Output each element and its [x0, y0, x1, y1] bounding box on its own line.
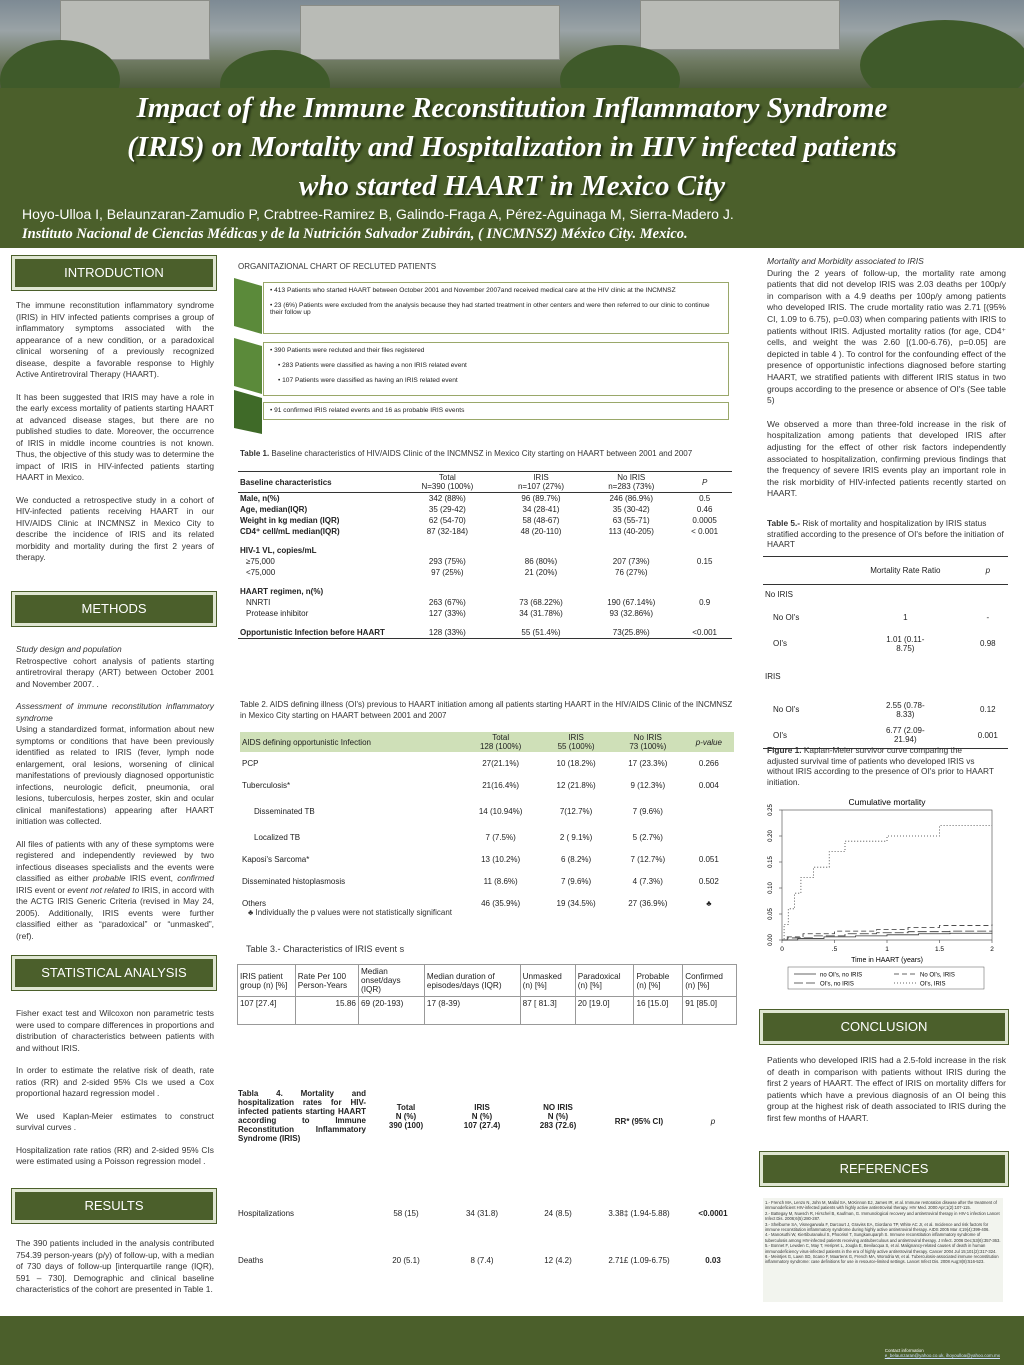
table1-cell: 34 (31.78%) [519, 609, 563, 618]
x-tick-label: 1 [885, 946, 889, 953]
table3-header: Median duration of episodes/days (IQR) [424, 965, 520, 997]
table1-cell: 0.15 [696, 557, 713, 566]
table2 [240, 732, 734, 914]
table4-cell: <0.0001 [698, 1209, 728, 1218]
org-chart-item: • 283 Patients were classified as having a non IRIS related event [278, 362, 467, 369]
org-chart-arrows [234, 278, 264, 438]
table2-cell: Others [242, 898, 267, 908]
legend-label: no OI's, no IRIS [820, 972, 863, 979]
table1-cell: 62 (54-70) [428, 516, 466, 525]
table1-cell: 96 (89.7%) [521, 494, 561, 503]
table5-cell: No OI's [773, 613, 800, 622]
table2-header: AIDS defining opportunistic Infection [242, 737, 371, 747]
table5-cell: - [986, 613, 990, 622]
table5-cell: OI's [773, 639, 787, 648]
table2-cell: 2 ( 9.1%) [559, 832, 593, 842]
table1-header: Baseline characteristics [240, 477, 332, 487]
table1-cell: 293 (75%) [428, 557, 466, 566]
table1-cell: 73 (68.22%) [519, 598, 563, 607]
table1-cell: 97 (25%) [431, 568, 464, 577]
arrow-shape [234, 338, 262, 394]
table1 [238, 471, 732, 639]
table1-row [238, 608, 732, 619]
table2-row [240, 848, 734, 870]
table3-caption: Table 3.- Characteristics of IRIS event s [246, 944, 405, 954]
table1-cell: 128 (33%) [428, 628, 466, 637]
table2-cell: 9 (12.3%) [630, 780, 666, 790]
table4-cell: 2.71£ (1.09-6.75) [608, 1256, 670, 1265]
table4-cell: 8 (7.4) [470, 1256, 494, 1265]
y-tick-label: 0.15 [768, 856, 774, 868]
legend-label: OI's, no IRIS [820, 981, 854, 988]
table2-row [240, 870, 734, 892]
table4-cell: 3.38‡ (1.94-5.88) [608, 1209, 670, 1218]
intro-paragraph: The immune reconstitution inflammatory syndrome (IRIS) in HIV infected patients comprises a group of inflammatory symptoms associated with the appearance of a new condition, or a paradoxical clinical worsening of a previously recognized disease, despite a favorable response to Highly Active Antiretroviral Therapy (HAART). [16, 300, 214, 379]
table1-cell: 86 (80%) [524, 557, 558, 566]
table4-header: NO IRIS N (%) 283 (72.6) [539, 1102, 577, 1130]
methods-heading: METHODS [12, 592, 216, 626]
table1-row [238, 526, 732, 537]
table2-cell: 27(21.1%) [482, 758, 520, 768]
table1-cell: HAART regimen, n(%) [240, 587, 324, 596]
table2-cell: 5 (2.7%) [632, 832, 663, 842]
table5-cell [843, 585, 968, 605]
table3 [237, 964, 737, 1025]
introduction-text [16, 300, 214, 575]
table3-header: Paradoxical (n) [%] [575, 965, 634, 997]
institute: Instituto Nacional de Ciencias Médicas y de la Nutrición Salvador Zubirán, ( INCMNSZ) México City. Mexico. [22, 226, 688, 242]
table5-cell: 1.01 (0.11- 8.75) [886, 634, 925, 653]
table3-header: IRIS patient group (n) [%] [238, 965, 296, 997]
table2-cell: 13 (10.2%) [481, 854, 521, 864]
table2-cell: 12 (21.8%) [556, 780, 596, 790]
statistical-text [16, 1008, 214, 1179]
org-chart-box [263, 402, 729, 420]
table1-cell [677, 567, 732, 578]
series-line [782, 826, 992, 940]
table2-cell: 27 (36.9%) [628, 898, 668, 908]
introduction-heading: INTRODUCTION [12, 256, 216, 290]
table2-cell: 7 (12.7%) [630, 854, 666, 864]
table5-cell: OI's [773, 730, 787, 740]
mortality-text [767, 256, 1006, 500]
table2-cell: 0.051 [698, 854, 719, 864]
methods-paragraph: All files of patients with any of these symptoms were registered and independently reviewed by two infectious diseases specialists and the events were classified as either probable IRIS event, confirmed IRIS event or event not related to IRIS, in accord with the ACTG IRIS Generic Criteria (revised in May 24, 2005). Additionally, IRIS events were further classified either as “paradoxical” or “unmasked”, (ref). [16, 838, 214, 941]
table1-cell: 87 (32-184) [426, 527, 469, 536]
table1-cell: 0.46 [696, 505, 713, 514]
x-tick-label: 0 [780, 946, 784, 953]
table2-row [240, 796, 734, 826]
table1-cell: 190 (67.14%) [607, 598, 656, 607]
building-shape [640, 0, 840, 50]
table4-header: Total N (%) 390 (100) [388, 1102, 424, 1130]
table2-cell: Tuberculosis* [242, 780, 291, 790]
statistical-paragraph: In order to estimate the relative risk of death, rate ratios (RR) and 2-sided 95% CIs we used a Cox proportional hazard regression model . [16, 1065, 214, 1098]
table1-cell: 48 (20-110) [520, 527, 562, 536]
table5-cell [968, 585, 1008, 605]
reference-item: 5.- Bonnet F, Lewden C, May T, Heripret L, Jougla E, Bevilacqua S, et al. Malignancy-related causes of death in human immunodeficiency virus-infected patients in the era of highly active antiretroviral therapy. Cancer 2004 Jul 15;101(2):317-324. [765, 1243, 997, 1254]
table2-cell: 7 (9.6%) [632, 806, 663, 816]
table4-header: p [710, 1117, 716, 1126]
table2-cell: Kaposi's Sarcoma* [242, 854, 310, 864]
table2-cell: Disseminated TB [254, 806, 315, 816]
table2-header: IRIS 55 (100%) [557, 733, 595, 751]
table1-row [238, 493, 732, 505]
legend-label: No OI's, IRIS [920, 972, 955, 979]
table5-header: Mortality Rate Ratio [870, 566, 941, 575]
table2-cell: 0.502 [698, 876, 719, 886]
table1-cell [497, 545, 586, 556]
table1-row [238, 586, 732, 597]
table2-row [240, 752, 734, 774]
figure1-caption: Figure 1. Kaplan-Meier survivor curve comparing the adjusted survival time of patients who developed IRIS vs without IRIS according to the presence of OI's prior to HAART initiation. [767, 745, 994, 787]
table1-cell: 58 (48-67) [522, 516, 560, 525]
table2-cell: 14 (10.94%) [478, 806, 523, 816]
table1-cell: 63 (55-71) [612, 516, 650, 525]
table1-cell [398, 545, 497, 556]
table5-cell: 0.001 [977, 730, 998, 740]
table1-cell [677, 586, 732, 597]
org-chart-box [263, 282, 729, 334]
table2-cell: 11 (8.6%) [483, 876, 518, 886]
table5-row [763, 697, 1008, 723]
table1-cell [585, 586, 677, 597]
table2-header: No IRIS 73 (100%) [629, 733, 667, 751]
table2-cell: 10 (18.2%) [556, 758, 596, 768]
tree-shape [560, 45, 680, 88]
table4-cell: 20 (5.1) [392, 1256, 420, 1265]
table4-cell: Deaths [238, 1256, 264, 1265]
statistical-paragraph: We used Kaplan-Meier estimates to construct survival curves . [16, 1110, 214, 1132]
table1-row [238, 627, 732, 639]
table4-row [236, 1208, 744, 1219]
header-photo [0, 0, 1024, 88]
table2-note: ♣ Individually the p values were not statistically significant [248, 908, 453, 917]
table3-header: Probable (n) [%] [634, 965, 683, 997]
table5-cell: IRIS [765, 672, 781, 681]
table2-cell [684, 826, 734, 848]
table1-caption: Table 1. Baseline characteristics of HIV/AIDS Clinic of the INCMNSZ in Mexico City starting on HAART between 2001 and 2007 [240, 449, 693, 458]
table5-row [763, 657, 1008, 697]
table2-cell: 0.266 [698, 758, 719, 768]
table4-cell: 34 (31.8) [465, 1209, 499, 1218]
table5-cell: 1 [903, 613, 908, 622]
conclusion-text [767, 1055, 1006, 1125]
table1-header: IRIS n=107 (27%) [517, 473, 564, 491]
table1-header: No IRIS n=283 (73%) [608, 473, 655, 491]
table4-cell: Hospitalizations [238, 1209, 295, 1218]
table2-cell: 19 (34.5%) [556, 898, 596, 908]
table4-cell: 0.03 [705, 1256, 721, 1265]
table1-cell: Male, n(%) [240, 494, 280, 503]
x-tick-label: .5 [831, 946, 838, 953]
y-tick-label: 0.10 [768, 882, 774, 894]
table1-row [238, 545, 732, 556]
table1-cell: < 0.001 [691, 527, 719, 536]
table1-cell [677, 608, 732, 619]
table1-cell: 76 (27%) [615, 568, 648, 577]
footer-band [0, 1316, 1024, 1365]
table3-cell: 91 [85.0] [683, 997, 737, 1025]
methods-paragraph: Retrospective cohort analysis of patients starting antiretroviral therapy (ART) between October 2001 and November 2007. . [16, 655, 214, 689]
table2-cell: 46 (35.9%) [481, 898, 521, 908]
contact-email-link[interactable]: e_belaunzaran@yahoo.co.uk, ihoyoulloa@yahoo.com.mx [884, 1353, 1000, 1358]
table4-header: RR* (95% CI) [614, 1117, 664, 1126]
y-tick-label: 0.05 [768, 908, 774, 920]
table2-row [240, 774, 734, 796]
reference-item: 1.- French MA, Lenzo N, John M, Mallal SA, McKinnon EJ, James IR, et al. Immune restoration disease after the treatment of immunodeficient HIV-infected patients with highly active antiretroviral therapy. HIV Med. 2000 Apr;1(2):107-115. [765, 1200, 997, 1211]
table1-cell [677, 545, 732, 556]
references-list [763, 1198, 1003, 1302]
table1-cell: 207 (73%) [612, 557, 650, 566]
kaplan-meier-chart [752, 795, 1004, 995]
table1-cell: 73(25.8%) [612, 628, 650, 637]
table5 [763, 556, 1008, 749]
y-tick-label: 0.00 [768, 934, 774, 946]
table3-header: Median onset/days (IQR) [358, 965, 424, 997]
table1-cell: 127 (33%) [428, 609, 466, 618]
table2-cell [684, 796, 734, 826]
table3-cell: 87 [ 81.3] [520, 997, 575, 1025]
table2-cell: 7 (7.5%) [485, 832, 516, 842]
table5-cell: 0.12 [980, 705, 996, 714]
contact-label: Contact information [884, 1348, 924, 1353]
table3-header: Rate Per 100 Person-Years [295, 965, 358, 997]
org-chart-item: • 91 confirmed IRIS related events and 16 as probable IRIS events [270, 407, 465, 414]
table1-cell: 246 (86.9%) [609, 494, 654, 503]
table4-caption: Tabla 4. Mortality and hospitalization rates for HIV-infected patients starting HAART according to Immune Reconstitution Inflammatory Syndrome (IRIS) [238, 1089, 366, 1143]
table4-cell: 12 (4.2) [544, 1256, 572, 1265]
legend-label: OI's, IRIS [920, 981, 946, 988]
authors: Hoyo-Ulloa I, Belaunzaran-Zamudio P, Crabtree-Ramirez B, Galindo-Fraga A, Pérez-Aguinaga M, Sierra-Madero J. [22, 206, 734, 222]
table2-header: Total 128 (100%) [479, 733, 522, 751]
table2-cell: ♣ [706, 898, 712, 908]
table2-cell: 17 (23.3%) [628, 758, 668, 768]
reference-item: 3.- Shelburne SA, Visnegarwala F, Darcourt J, Graviss EA, Giordano TP, White AC Jr, et al. Incidence and risk factors for immune reconstitution inflammatory syndrome during highly active antiretroviral therapy. AIDS 2005 Mar 4;19(4):399-406. [765, 1221, 990, 1233]
mortality-heading: Mortality and Morbidity associated to IRIS [767, 256, 924, 266]
table1-row [238, 504, 732, 515]
table2-cell: Disseminated histoplasmosis [242, 876, 346, 886]
table1-cell: <0.001 [692, 628, 717, 637]
org-chart-title: ORGANITAZIONAL CHART OF RECLUTED PATIENTS [238, 262, 437, 271]
table2-caption: Table 2. AIDS defining illness (OI's) previous to HAART initiation among all patients starting HAART in the HIV/AIDS Clinic of the INCMNSZ in Mexico City starting on HAART between 2001 and 2007 [240, 700, 733, 720]
x-axis-label: Time in HAART (years) [851, 957, 923, 964]
table5-cell [968, 657, 1008, 697]
table1-cell: CD4⁺ cell/mL median(IQR) [240, 527, 340, 536]
table5-header: p [985, 566, 991, 575]
table3-header: Confirmed (n) [%] [683, 965, 737, 997]
table5-caption: Table 5.- Risk of mortality and hospitalization by IRIS status stratified according to the presence of OI's before the initiation of HAART [767, 518, 1004, 549]
table5-row [763, 585, 1008, 605]
references-heading: REFERENCES [760, 1152, 1008, 1186]
table1-cell: 0.0005 [692, 516, 717, 525]
statistical-analysis-heading: STATISTICAL ANALYSIS [12, 956, 216, 990]
poster-title-line-1: Impact of the Immune Reconstitution Inflammatory Syndrome [136, 92, 888, 124]
results-heading: RESULTS [12, 1189, 216, 1223]
table1-cell: Opportunistic Infection before HAART [240, 628, 385, 637]
methods-paragraph: Using a standardized format, information about new symptoms or conditions that have been previously identified as related to IRIS (fever, lymph node enlargement, oral lesions, worsening of clinical manifestations of previously diagnosed opportunistic infections, neurologic deficit, pneumonia, oral lesions, tuberculosis, herpes zoster, skin and ocular clinical manifestations) appearing after HAART initiation was collected. [16, 724, 214, 826]
org-chart-item: • 413 Patients who started HAART between October 2001 and November 2007and received medical care at the HIV clinic at the INCMNSZ [270, 287, 676, 294]
table5-row [763, 631, 1008, 657]
table1-cell [497, 586, 586, 597]
intro-paragraph: We conducted a retrospective study in a cohort of HIV-infected patients receiving HAART in our HIV/AIDS Clinic at INCMNSZ in Mexico City to describe the incidence of IRIS and its related morbidity and mortality during the first 2 years of therapy. [16, 494, 214, 562]
results-text [16, 1238, 214, 1307]
contact-info [885, 1348, 1000, 1358]
org-chart-item: • 23 (6%) Patients were excluded from the analysis because they had started treatment in other centers and were then referred to our clinic to continue their follow up [270, 302, 710, 316]
org-chart-box [263, 342, 729, 396]
table4-header: IRIS N (%) 107 (27.4) [463, 1102, 501, 1130]
table1-cell: NNRTI [246, 598, 271, 607]
methods-subheading: Assessment of immune reconstitution inflammatory syndrome [16, 701, 214, 723]
table1-cell: 35 (29-42) [428, 505, 466, 514]
table2-cell: Localized TB [254, 832, 301, 842]
table1-header: P [701, 477, 708, 487]
table1-cell: ≥75,000 [246, 557, 275, 566]
reference-item: 4.- Manosuthi W, Kiertiburanakul S, Phoorisri T, Sungkanuparph S. Immune reconstitution inflammatory syndrome of tuberculosis among HIV-infected patients receiving antituberculous and antiretroviral therapy. J Infect. 2006 Dec;53(6):357-363. [765, 1232, 1001, 1243]
y-tick-label: 0.20 [768, 830, 774, 842]
table1-row [238, 515, 732, 526]
conclusion-paragraph: Patients who developed IRIS had a 2.5-fold increase in the risk of death in comparison with patients without IRIS during the first 2 years of HAART. The effect of IRIS on mortality differs for patients which have a previous diagnosis of an OI being this group at the highest risk of death associated to IRIS during the first few months of HAART. [767, 1055, 1006, 1123]
table4-cell: 58 (15) [393, 1209, 419, 1218]
table2-header: p-value [695, 737, 722, 747]
table1-header: Total N=390 (100%) [421, 473, 474, 491]
arrow-shape [234, 390, 262, 434]
table2-cell: PCP [242, 758, 259, 768]
statistical-paragraph: Fisher exact test and Wilcoxon non parametric tests were used to compare differences in proportions and distribution of characteristics between patients with and without IRIS. [16, 1008, 214, 1053]
table4-cell: 24 (8.5) [544, 1209, 572, 1218]
table2-cell: 21(16.4%) [482, 780, 520, 790]
conclusion-heading: CONCLUSION [760, 1010, 1008, 1044]
x-tick-label: 2 [990, 946, 994, 953]
table1-cell: 0.9 [699, 598, 711, 607]
table1-cell [585, 545, 677, 556]
x-tick-label: 1.5 [934, 946, 945, 953]
table3-cell: 16 [15.0] [634, 997, 683, 1025]
results-paragraph: The 390 patients included in the analysis contributed 754.39 person-years (p/y) of follow-up, with a median of 730 days of follow-up [interquartile range (IQR), 591 – 730]. Demographic and clinical baseline characteristics of the cohort are presented in Table 1. [16, 1238, 214, 1294]
table1-cell: HIV-1 VL, copies/mL [240, 546, 317, 555]
org-chart-item: • 107 Patients were classified as having an IRIS related event [278, 377, 458, 384]
y-tick-label: 0.25 [768, 804, 774, 816]
table1-cell: 34 (28-41) [522, 505, 560, 514]
table1-cell [398, 586, 497, 597]
building-shape [300, 5, 560, 60]
table1-cell: Weight in kg median (IQR) [240, 516, 340, 525]
table3-header: Unmasked (n) [%] [520, 965, 575, 997]
table4 [236, 1088, 744, 1266]
tree-shape [860, 20, 1024, 88]
table1-cell: Protease inhibitor [246, 609, 309, 618]
hospitalization-paragraph: We observed a more than three-fold increase in the risk of hospitalization among patients that developed IRIS after adjusting for the effect of other risk factors independently associated to hospitalization, confirming previous findings that the frequency of severe IRIS events play an important role in the risk morbidity of HIV-infected patients recently started on HAART. [767, 418, 1006, 499]
series-line [782, 924, 992, 940]
mortality-paragraph: During the 2 years of follow-up, the mortality rate among patients that did not develop IRIS was 2.03 deaths per 100p/y in comparison with a 4.9 deaths per 100p/y among patients who developed IRIS. The crude mortality ratio was 2.71 [(95% CI, 1.09 to 6.75), p=0.03) when comparing patients with IRIS to patients without IRIS. Adjusted mortality ratios (for age, CD4⁺ cells, and weight the was 2.60 [(1.00-6.76), p=0.05] are depicted in table 4 ). To control for the confounding effect of the presence of opportunistic infections diagnosed before starting HAART, we stratified patients with different IRIS status in two groups according to the presence or absence of OI's (See table 5) [767, 267, 1006, 406]
table1-cell: 0.5 [699, 494, 711, 503]
methods-text [16, 644, 214, 953]
table5-cell: No OI's [773, 705, 800, 714]
table3-cell: 17 (8-39) [424, 997, 520, 1025]
table3-cell: 107 [27.4] [238, 997, 296, 1025]
table1-cell: 263 (67%) [428, 598, 466, 607]
table5-cell: No IRIS [765, 590, 794, 600]
table1-row [238, 597, 732, 608]
table2-row [240, 826, 734, 848]
poster-title-line-3: who started HAART in Mexico City [298, 170, 726, 202]
table1-cell: 113 (40-205) [608, 527, 654, 536]
intro-paragraph: It has been suggested that IRIS may have a role in the early excess mortality of patients starting HAART at advanced disease stages, but there are no published studies to date. Moreover, the occurrence of IRIS in middle income countries is not known. Thus, the objective of this study was to determine the impact of IRIS in HIV-infected patients starting HAART in Mexico. [16, 391, 214, 482]
series-line [782, 933, 992, 940]
table1-row [238, 567, 732, 578]
table5-cell [843, 657, 968, 697]
table1-row [238, 556, 732, 567]
table5-row [763, 605, 1008, 631]
poster-title-line-2: (IRIS) on Mortality and Hospitalization in HIV infected patients [127, 131, 897, 163]
table1-cell: Age, median(IQR) [240, 505, 308, 514]
table1-cell: 93 (32.86%) [609, 609, 654, 618]
table4-row [236, 1255, 744, 1266]
table2-cell: 4 (7.3%) [632, 876, 663, 886]
table2-cell: 7 (9.6%) [560, 876, 592, 886]
table2-cell: 0.004 [698, 780, 719, 790]
org-chart-item: • 390 Patients were recluted and their files registered [270, 347, 425, 354]
table1-cell: 55 (51.4%) [521, 628, 561, 637]
table3-cell: 15.86 [295, 997, 358, 1025]
methods-subheading: Study design and population [16, 644, 122, 654]
table2-cell: 6 (8.2%) [560, 854, 592, 864]
reference-item: 2.- Battegay M, Nuesch R, Hirschel B, Kaufman, G. Immunological recovery and antiretroviral therapy in HIV-1 infection Lancet Infect Dis. 2006;6(5):280-287. [765, 1210, 1000, 1222]
table1-cell: <75,000 [246, 568, 276, 577]
arrow-shape [234, 278, 262, 334]
reference-item: 6.- Meintjes G, Lawn SD, Scano F, Maartens G, French MA, Worodria W, et al. Tuberculosis-associated immune reconstitution inflammatory syndrome: case definitions for use in resource-limited settings. Lancet Infect Dis. 2008 Aug;8(8):516-523. [765, 1254, 999, 1265]
table1-cell: 342 (88%) [428, 494, 466, 503]
table5-cell: 2.55 (0.78- 8.33) [885, 700, 925, 719]
table5-cell: 0.98 [980, 639, 996, 648]
table2-cell: 7(12.7%) [559, 806, 593, 816]
chart-title: Cumulative mortality [848, 797, 926, 807]
table1-cell: 35 (30-42) [612, 505, 650, 514]
table5-cell: 6.77 (2.09- 21.94) [885, 726, 925, 745]
table3-cell: 20 [19.0] [575, 997, 634, 1025]
statistical-paragraph: Hospitalization rate ratios (RR) and 2-sided 95% CIs were estimated using a Poisson regression model . [16, 1144, 214, 1166]
table1-cell: 21 (20%) [524, 568, 558, 577]
table3-cell: 69 (20-193) [358, 997, 424, 1025]
